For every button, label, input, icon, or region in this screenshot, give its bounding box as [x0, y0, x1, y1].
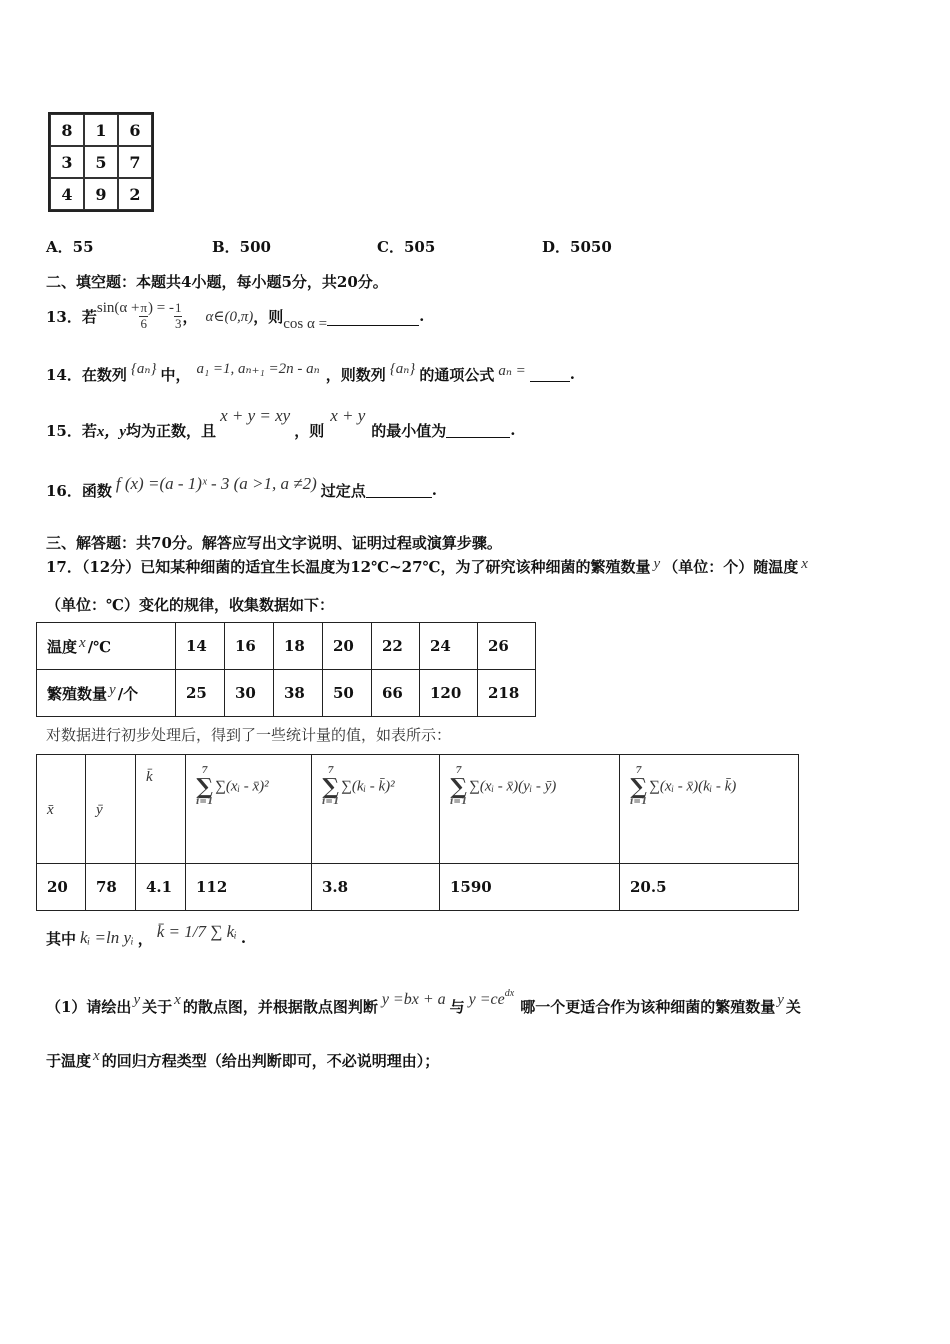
- option-c: C．505: [377, 238, 436, 256]
- section-3-heading: 三、解答题：共70分。解答应写出文字说明、证明过程或演算步骤。: [46, 534, 502, 552]
- exp-model-exponent: dx: [504, 988, 515, 999]
- header-kbar: k̄: [136, 755, 186, 864]
- magic-cell: 3: [50, 146, 84, 178]
- var-x: x: [801, 556, 808, 572]
- magic-cell: 7: [118, 146, 152, 178]
- table-cell: 20: [37, 864, 86, 911]
- table-cell: 26: [478, 623, 536, 670]
- var-y: y: [653, 556, 661, 572]
- table-cell: 25: [176, 670, 225, 717]
- table-cell: 66: [372, 670, 420, 717]
- var-x: x: [174, 992, 181, 1008]
- q17-text: 17．（12分）已知某种细菌的适宜生长温度为12℃~27℃，为了研究该种细菌的繁殖数量: [46, 558, 651, 576]
- question-14: [46, 356, 575, 392]
- table-cell: 14: [176, 623, 225, 670]
- table-row: [37, 670, 536, 717]
- part1-text: 关于: [142, 998, 173, 1016]
- q15-expr: x + y = xy: [220, 406, 291, 425]
- q14-then: ，则数列: [325, 365, 386, 384]
- magic-square-figure: [48, 112, 154, 212]
- q14-num: 14．在数列: [46, 365, 127, 384]
- part1-line2: [46, 1050, 439, 1071]
- magic-cell: 2: [118, 178, 152, 210]
- magic-cell: 4: [50, 178, 84, 210]
- option-a: A．55: [46, 238, 94, 256]
- part1-text: 与: [449, 998, 465, 1016]
- q13-answer-blank: [327, 311, 419, 326]
- table-cell: 3.8: [312, 864, 440, 911]
- header-ybar: ȳ: [86, 755, 136, 864]
- table-header-row: [37, 755, 799, 864]
- q13-frac1: $\frac{\pi}{6}$: [140, 300, 148, 331]
- q16-answer-blank: [366, 483, 432, 498]
- stats-table: [36, 754, 799, 911]
- option-b: B．500: [212, 238, 271, 256]
- q15-then: ，则: [294, 421, 325, 440]
- header-xbar: x̄: [37, 755, 86, 864]
- q14-end: .: [569, 365, 576, 383]
- q13-num: 13．若: [46, 307, 97, 326]
- table-cell: 38: [274, 670, 323, 717]
- table-cell: 4.1: [136, 864, 186, 911]
- table-cell: 30: [225, 670, 274, 717]
- var-y: y: [133, 992, 141, 1008]
- question-16: [46, 472, 437, 508]
- q14-seq: {aₙ}: [130, 360, 157, 377]
- magic-cell: 1: [84, 114, 118, 146]
- q14-tail: 的通项公式: [419, 365, 495, 384]
- section-2-heading: 二、填空题：本题共4小题，每小题5分，共20分。: [46, 273, 388, 291]
- note-expr2: k̄ = 1/7 ∑ kᵢ: [156, 922, 237, 941]
- q17-text-b: （单位：个）随温度: [663, 558, 799, 576]
- question-15: [46, 406, 516, 448]
- q13-expr2: α∈(0,π): [205, 308, 254, 325]
- q14-seq2: {aₙ}: [389, 360, 416, 377]
- var-x: x: [93, 1048, 100, 1064]
- q16-expr: f (x) =(a - 1)ˣ - 3 (a >1, a ≠2): [115, 474, 317, 493]
- q16-end: .: [431, 481, 438, 499]
- note-line: [46, 918, 246, 958]
- table-cell: 16: [225, 623, 274, 670]
- header-sum-xk: 7 ∑ i=1 ∑(xᵢ - x̄)(kᵢ - k̄): [620, 755, 799, 864]
- q14-answer-blank: [530, 367, 570, 382]
- header-sum-kk: 7 ∑ i=1 ∑(kᵢ - k̄)²: [312, 755, 440, 864]
- table-cell: 22: [372, 623, 420, 670]
- table-cell: 1590: [440, 864, 620, 911]
- q15-mid: 均为正数，且: [126, 421, 217, 440]
- row-label: 繁殖数量 y /个: [37, 670, 176, 717]
- header-sum-xy: 7 ∑ i=1 ∑(xᵢ - x̄)(yᵢ - ȳ): [440, 755, 620, 864]
- part1-text: 的回归方程类型（给出判断即可，不必说明理由）；: [101, 1052, 440, 1070]
- q14-expr: a₁ =1, aₙ₊₁ =2n - aₙ: [196, 360, 320, 377]
- table-row: [37, 864, 799, 911]
- q14-mid: 中，: [160, 365, 191, 384]
- magic-cell: 6: [118, 114, 152, 146]
- part1-text: 于温度: [46, 1052, 92, 1070]
- question-13: [46, 296, 424, 336]
- part1-text: （1）请绘出: [46, 998, 132, 1016]
- part1-line1: [46, 988, 801, 1017]
- q13-frac2: $\frac{1}{3}$: [174, 300, 182, 331]
- q13-expr1: sin(α +: [96, 299, 140, 316]
- q13-expr1b: ) = -: [148, 299, 174, 316]
- q15-vars: x，y: [96, 423, 127, 440]
- q13-end: .: [419, 307, 425, 325]
- row-label: 温度 x /℃: [37, 623, 176, 670]
- q15-end: .: [510, 421, 516, 439]
- table-cell: 120: [420, 670, 478, 717]
- q13-then: ，则: [253, 307, 284, 326]
- magic-cell: 9: [84, 178, 118, 210]
- table-cell: 20: [323, 623, 372, 670]
- q15-num: 15．若: [46, 421, 97, 440]
- option-d: D．5050: [542, 238, 612, 256]
- q13-expr3: cos α =: [283, 315, 328, 332]
- table-cell: 218: [478, 670, 536, 717]
- table-cell: 24: [420, 623, 478, 670]
- table-cell: 78: [86, 864, 136, 911]
- part1-text: 关: [785, 998, 801, 1016]
- q15-answer-blank: [446, 423, 510, 438]
- table-cell: 50: [323, 670, 372, 717]
- note-expr1: kᵢ =ln yᵢ: [80, 928, 134, 947]
- table-cell: 20.5: [620, 864, 799, 911]
- q15-expr2: x + y: [330, 406, 366, 425]
- part1-text: 的散点图，并根据散点图判断: [182, 998, 378, 1016]
- data-table: [36, 622, 536, 717]
- table-cell: 112: [186, 864, 312, 911]
- magic-cell: 8: [50, 114, 84, 146]
- note-comma: ，: [137, 929, 153, 948]
- var-y: y: [777, 992, 784, 1008]
- exp-model: y =ce: [468, 991, 505, 1008]
- table-row: [37, 623, 536, 670]
- q13-comma: ，: [182, 307, 198, 326]
- q17-line2: （单位：℃）变化的规律，收集数据如下：: [46, 596, 334, 614]
- header-sum-xx: 7 ∑ i=1 ∑(xᵢ - x̄)²: [186, 755, 312, 864]
- part1-text: 哪一个更适合作为该种细菌的繁殖数量: [520, 998, 776, 1016]
- magic-cell: 5: [84, 146, 118, 178]
- note-prefix: 其中: [46, 929, 77, 948]
- stat-intro: 对数据进行初步处理后，得到了一些统计量的值，如表所示：: [46, 726, 452, 744]
- linear-model: y =bx + a: [381, 991, 446, 1008]
- note-end: .: [240, 929, 247, 947]
- q16-num: 16．函数: [46, 481, 112, 500]
- table-cell: 18: [274, 623, 323, 670]
- q17-line1: [46, 556, 808, 577]
- q15-tail: 的最小值为: [371, 421, 447, 440]
- q14-expr2: aₙ =: [498, 362, 526, 379]
- q16-tail: 过定点: [320, 481, 366, 500]
